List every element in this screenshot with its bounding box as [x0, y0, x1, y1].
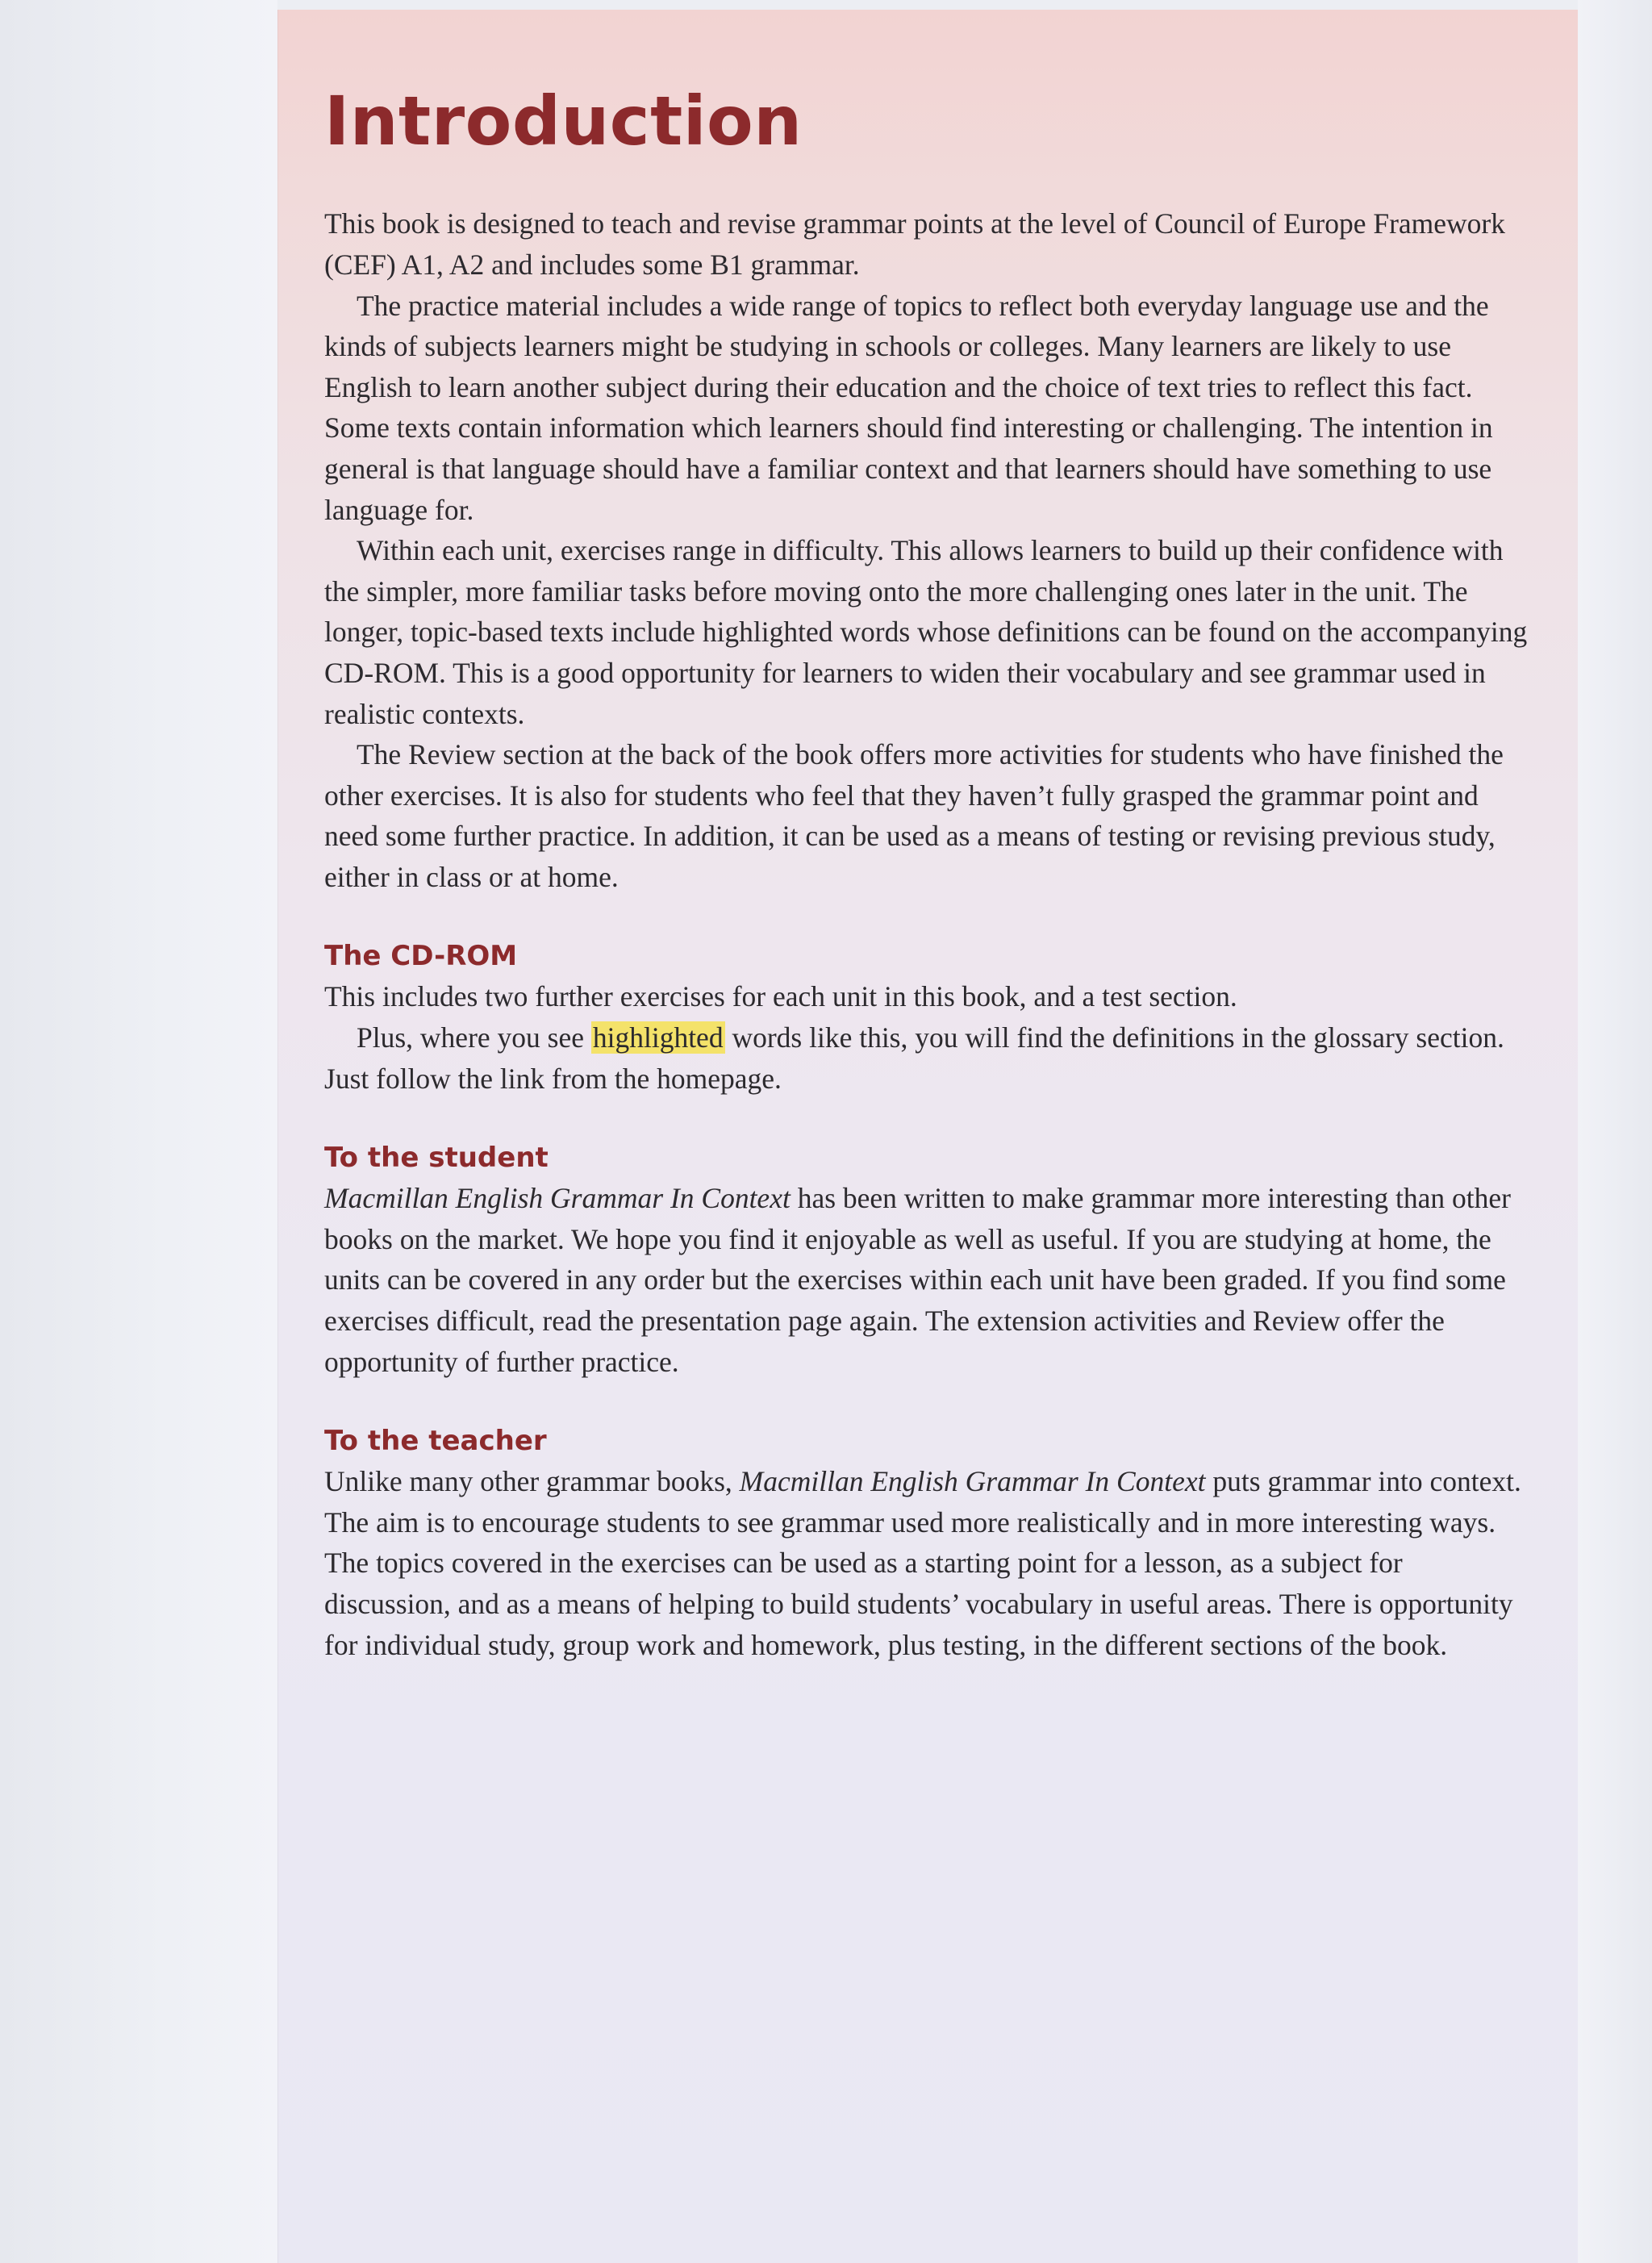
scan-margin-left: [0, 0, 277, 2263]
cdrom-text-after: words like this, you will find the definitions in the glossary section. Just follow the link from the homepage.: [324, 1021, 1504, 1095]
student-text: has been written to make grammar more interesting than other books on the market. We hope you find it enjoyable as well as useful. If you are studying at home, the units can be covered in any order but the exercises within each unit have been graded. If you find some exercises difficult, read the presentation page again. The extension activities and Review offer the opportunity of further practice.: [324, 1182, 1511, 1378]
cdrom-paragraph: This includes two further exercises for each unit in this book, and a test section.: [324, 980, 1237, 1013]
section-heading-teacher: To the teacher: [324, 1425, 547, 1458]
section-heading-cdrom: The CD-ROM: [324, 940, 518, 973]
intro-paragraph: Within each unit, exercises range in difficulty. This allows learners to build up their confidence with the simpler, more familiar tasks before moving onto the more challenging ones later in the unit. The longer, topic-based texts include highlighted words whose definitions can be found on the accompanying CD-ROM. This is a good opportunity for learners to widen their vocabulary and see grammar used in realistic contexts.: [324, 534, 1528, 730]
highlighted-word: highlighted: [592, 1021, 724, 1054]
section-heading-student: To the student: [324, 1142, 549, 1175]
book-page: [277, 10, 1578, 2263]
scan-margin-right: [1578, 0, 1652, 2263]
student-paragraph: [324, 1178, 1534, 1382]
teacher-paragraph: [324, 1461, 1534, 1665]
page-title: Introduction: [324, 81, 803, 161]
intro-paragraph: This book is designed to teach and revise grammar points at the level of Council of Europe Framework (CEF) A1, A2 and includes some B1 grammar.: [324, 207, 1505, 281]
teacher-text-before: Unlike many other grammar books,: [324, 1465, 732, 1498]
page-content: [324, 81, 1534, 1665]
book-title: Macmillan English Grammar In Context: [324, 1182, 791, 1215]
teacher-text-after: puts grammar into context. The aim is to encourage students to see grammar used more realistically and in more interesting ways. The topics covered in the exercises can be used as a starting point for a lesson, as a subject for discussion, and as a means of helping to build students’ vocabulary in useful areas. There is opportunity for individual study, group work and homework, plus testing, in the different sections of the book.: [324, 1465, 1521, 1661]
book-title: Macmillan English Grammar In Context: [739, 1465, 1206, 1498]
intro-paragraph: The Review section at the back of the book offers more activities for students who have finished the other exercises. It is also for students who feel that they haven’t fully grasped the grammar point and need some further practice. In addition, it can be used as a means of testing or revising previous study, either in class or at home.: [324, 738, 1504, 893]
cdrom-paragraph-highlight-example: [324, 1017, 1534, 1099]
cdrom-text-before: Plus, where you see: [357, 1021, 584, 1054]
intro-paragraph: The practice material includes a wide range of topics to reflect both everyday language use and the kinds of subjects learners might be studying in schools or colleges. Many learners are likely to use English to learn another subject during their education and the choice of text tries to reflect this fact. Some texts contain information which learners should find interesting or challenging. The intention in general is that language should have a familiar context and that learners should have something to use language for.: [324, 289, 1493, 526]
